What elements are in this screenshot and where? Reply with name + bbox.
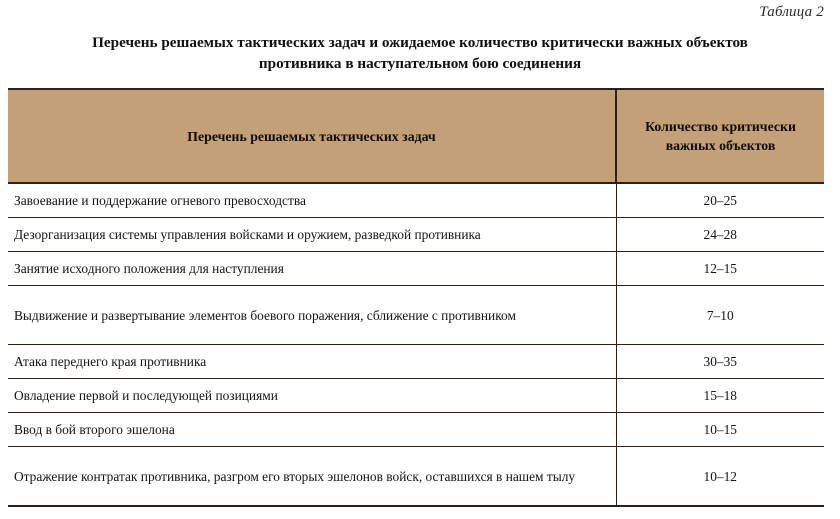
table-header-row [8,89,824,183]
table-number-caption: Таблица 2 [759,4,824,20]
cell-task: Занятие исходного положения для наступления [8,252,616,286]
table-row [8,345,824,379]
tactical-tasks-table [8,88,824,507]
table-body [8,183,824,506]
table-row [8,218,824,252]
table-row [8,413,824,447]
column-header-task: Перечень решаемых тактических задач [8,89,616,183]
cell-task: Выдвижение и развертывание элементов боевого поражения, сближение с противником [8,286,616,345]
cell-count: 10–12 [616,447,824,507]
table-row [8,286,824,345]
cell-count: 12–15 [616,252,824,286]
cell-count: 30–35 [616,345,824,379]
page-title [20,32,820,74]
cell-task: Дезорганизация системы управления войсками и оружием, разведкой противника [8,218,616,252]
table-header [8,89,824,183]
column-header-count: Количество критически важных объектов [616,89,824,183]
cell-task: Атака переднего края противника [8,345,616,379]
cell-count: 7–10 [616,286,824,345]
cell-task: Завоевание и поддержание огневого превосходства [8,183,616,218]
cell-task: Отражение контратак противника, разгром его вторых эшелонов войск, оставшихся в нашем тылу [8,447,616,507]
page-title-line-1: Перечень решаемых тактических задач и ожидаемое количество критически важных объектов [92,34,748,51]
table-container [8,88,824,507]
page-title-line-2: противника в наступательном бою соединения [258,55,582,72]
cell-count: 24–28 [616,218,824,252]
cell-task: Ввод в бой второго эшелона [8,413,616,447]
table-row [8,447,824,507]
cell-count: 20–25 [616,183,824,218]
cell-count: 15–18 [616,379,824,413]
cell-task: Овладение первой и последующей позициями [8,379,616,413]
cell-count: 10–15 [616,413,824,447]
table-row [8,379,824,413]
table-row [8,183,824,218]
table-row [8,252,824,286]
